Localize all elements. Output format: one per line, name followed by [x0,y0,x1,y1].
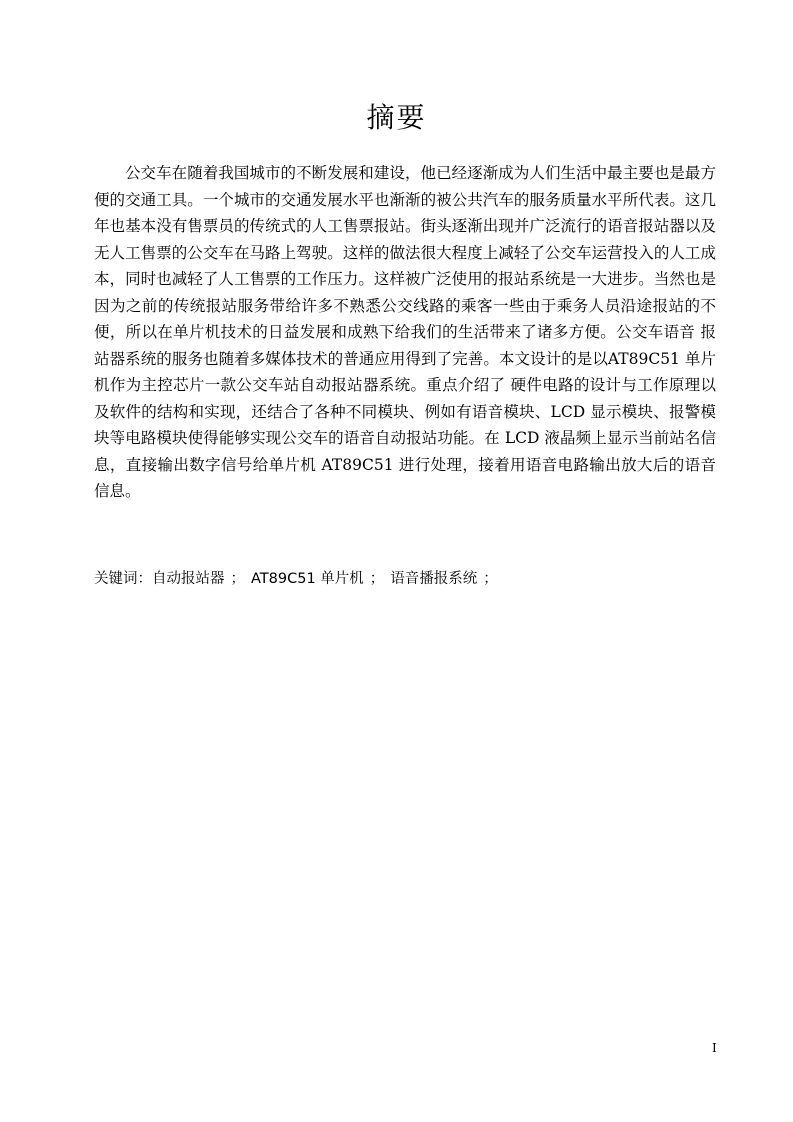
keywords-label: 关键词： [94,571,152,587]
page-number: I [712,1041,717,1055]
keyword-item: 语音播报系统 [390,571,478,587]
page-title: 摘要 [366,101,427,134]
keyword-separator: ； [483,571,498,587]
keywords-line [94,567,716,591]
keyword-separator: ； [230,571,245,587]
keyword-separator: ； [369,571,385,587]
abstract-paragraph: 公交车在随着我国城市的不断发展和建设，他已经逐渐成为人们生活中最主要也是最方便的交通工具。一个城市的交通发展水平也渐渐的被公共汽车的服务质量水平所代表。这几年也基本没有售票员的传统式的人工售票报站。街头逐渐出现并广泛流行的语音报站器以及无人工售票的公交车在马路上驾驶。这样的做法很大程度上减轻了公交车运营投入的人工成本，同时也减轻了人工售票的工作压力。这样被广泛使用的报站系统是一大进步。当然也是因为之前的传统报站服务带给许多不熟悉公交线路的乘客一些由于乘务人员沿途报站的不便，所以在单片机技术的日益发展和成熟下给我们的生活带来了诸多方便。公交车语音 报站器系统的服务也随着多媒体技术的普通应用得到了完善。本文设计的是以AT89C51 单片机作为主控芯片一款公交车站自动报站器系统。重点介绍了 硬件电路的设计与工作原理以及软件的结构和实现，还结合了各种不同模块、例如有语音模块、LCD 显示模块、报警模块等电路模块使得能够实现公交车的语音自动报站功能。在 LCD 液晶频上显示当前站名信息，直接输出数字信号给单片机 AT89C51 进行处理，接着用语音电路输出放大后的语音信息。 [94,164,716,500]
keyword-item: 自动报站器 [152,571,225,587]
keyword-item: AT89C51 单片机 [251,571,364,587]
